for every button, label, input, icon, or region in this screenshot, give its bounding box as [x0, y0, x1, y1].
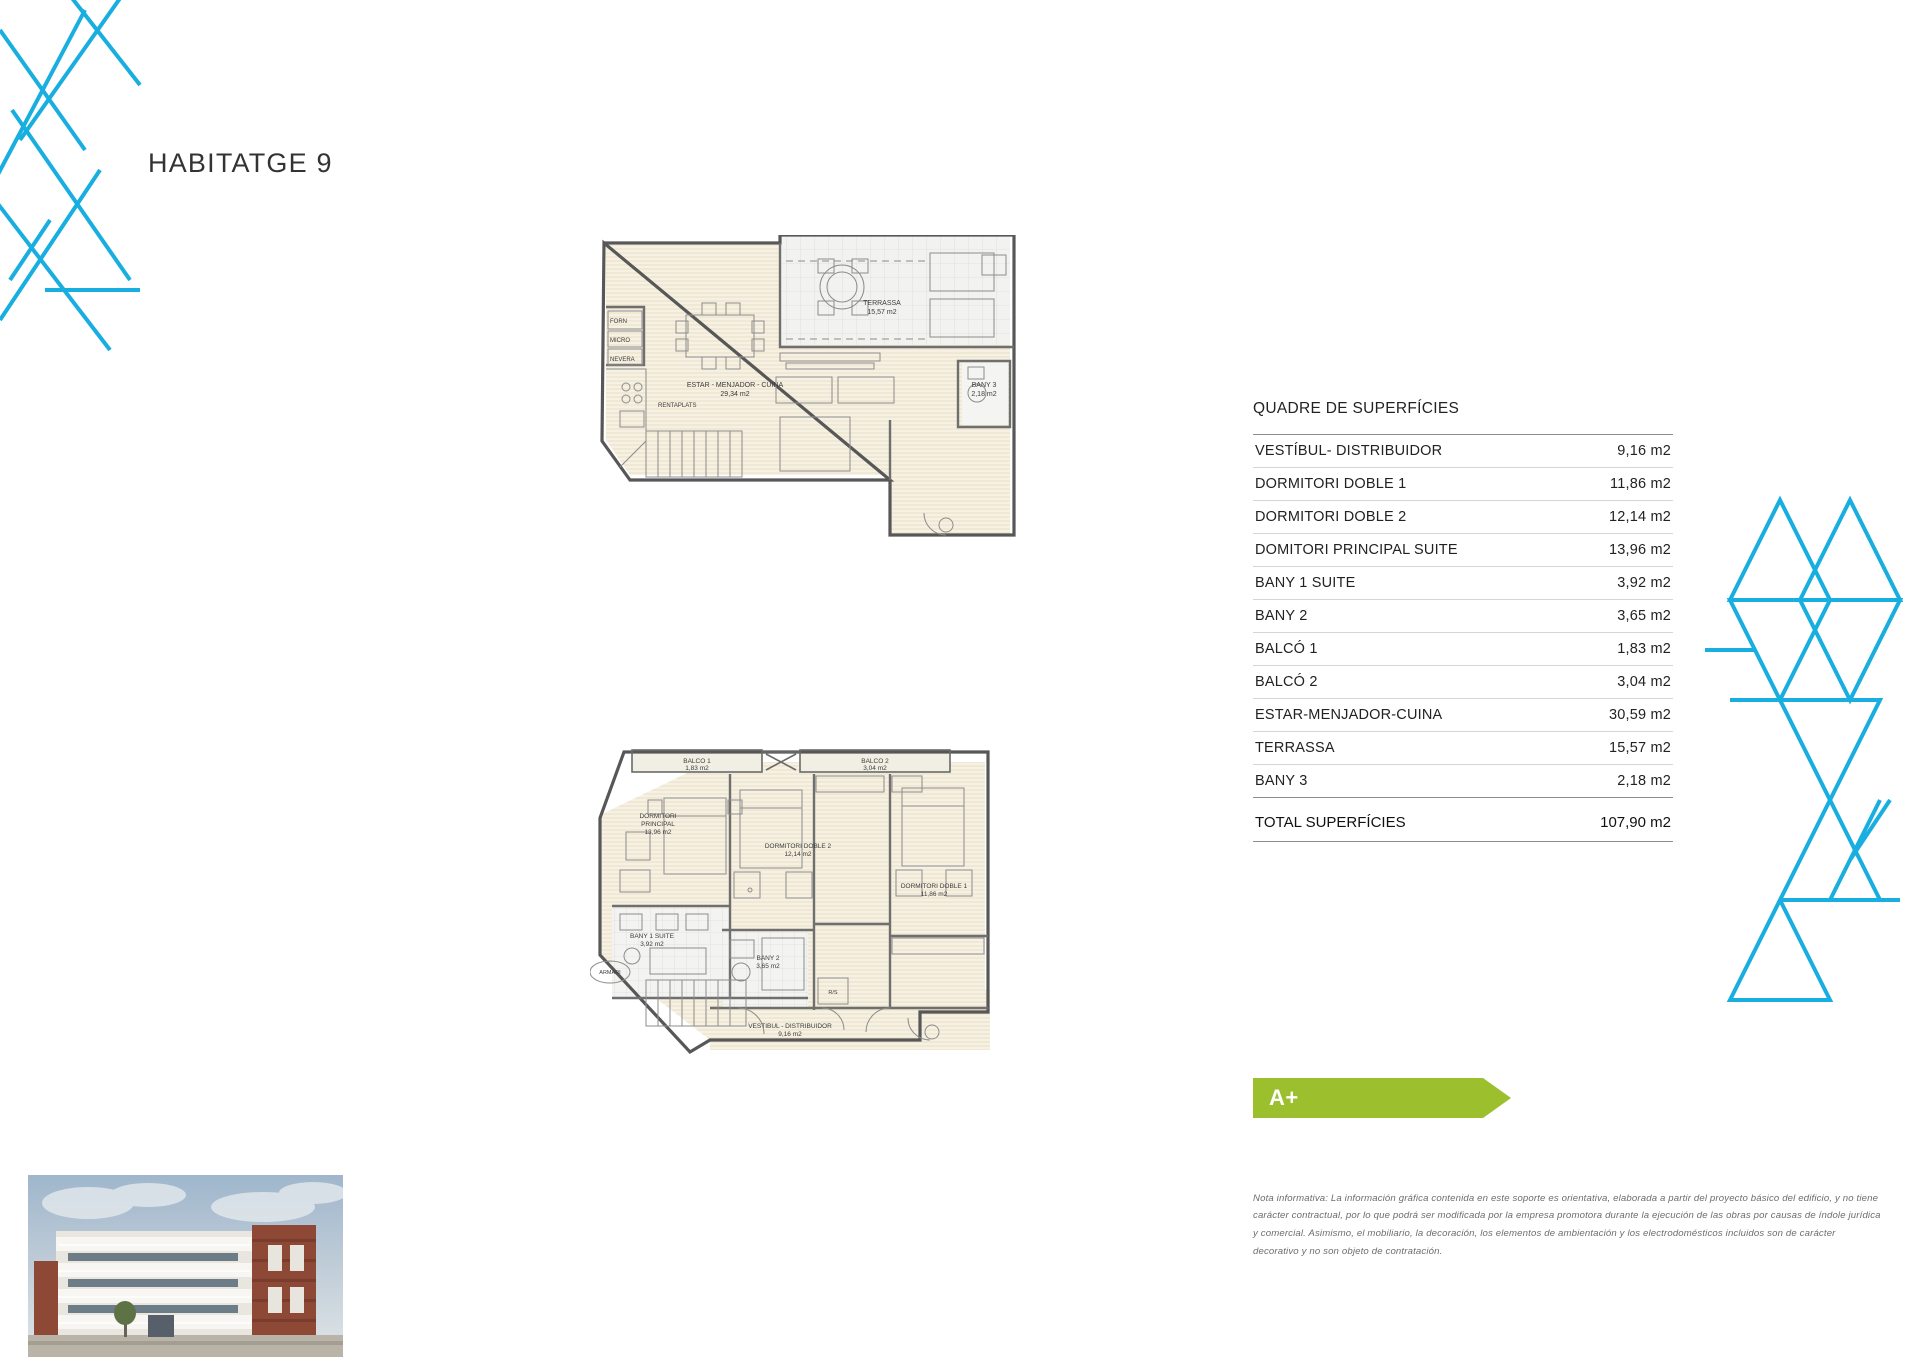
energy-rating-badge	[1253, 1078, 1483, 1118]
table-row	[1253, 600, 1673, 633]
surface-name: TERRASSA	[1253, 732, 1571, 765]
label-bany3-area: 2,18 m2	[971, 391, 997, 398]
total-label: TOTAL SUPERFÍCIES	[1255, 814, 1406, 831]
surface-name: BANY 2	[1253, 600, 1571, 633]
label-estar-area: 29,34 m2	[720, 391, 750, 398]
label-nevera: NEVERA	[610, 357, 635, 363]
table-row	[1253, 567, 1673, 600]
surface-name: DORMITORI DOBLE 1	[1253, 468, 1571, 501]
surface-name: BALCÓ 1	[1253, 633, 1571, 666]
label-bany1: BANY 1 SUITE	[630, 933, 674, 940]
label-balco1: BALCO 1	[683, 758, 711, 765]
label-dorm-principal-2: PRINCIPAL	[641, 821, 675, 828]
surface-name: BANY 1 SUITE	[1253, 567, 1571, 600]
label-armari: ARMARI	[599, 970, 621, 976]
surface-name: DOMITORI PRINCIPAL SUITE	[1253, 534, 1571, 567]
label-estar: ESTAR - MENJADOR - CUINA	[686, 382, 784, 389]
label-vestibul: VESTIBUL - DISTRIBUIDOR	[748, 1023, 832, 1030]
surface-value: 3,92 m2	[1571, 567, 1673, 600]
surface-name: ESTAR-MENJADOR-CUINA	[1253, 699, 1571, 732]
table-row	[1253, 468, 1673, 501]
label-dorm-doble2-area: 12,14 m2	[784, 851, 812, 858]
surface-value: 12,14 m2	[1571, 501, 1673, 534]
label-terrassa: TERRASSA	[863, 300, 901, 307]
surfaces-bottom-rule	[1253, 841, 1673, 842]
surfaces-heading: QUADRE DE SUPERFÍCIES	[1253, 400, 1460, 417]
label-dorm-doble2: DORMITORI DOBLE 2	[764, 843, 832, 850]
surface-value: 2,18 m2	[1571, 765, 1673, 798]
total-value: 107,90 m2	[1600, 814, 1671, 831]
label-bany2-area: 3,65 m2	[756, 963, 780, 970]
surface-name: DORMITORI DOBLE 2	[1253, 501, 1571, 534]
lower-floor-plan	[590, 740, 1210, 1160]
label-bany1-area: 3,92 m2	[640, 941, 664, 948]
label-rs: R/S	[828, 990, 838, 996]
table-row	[1253, 699, 1673, 732]
energy-rating-label: A+	[1269, 1085, 1299, 1110]
surface-value: 11,86 m2	[1571, 468, 1673, 501]
legal-note: Nota informativa: La información gráfica contenida en este soporte es orientativa, elaborada a partir del proyecto básico del edificio, y no tiene carácter contractual, por lo que podrá ser modificada por la empresa promotora durante la ejecución de las obras por causas de índole jurídica y comercial. Asimismo, el mobiliario, la decoración, los elementos de ambientación y los electrodomésticos incluidos son de carácter decorativo y no son objeto de contratación.	[1253, 1192, 1881, 1257]
label-vestibul-area: 9,16 m2	[778, 1031, 802, 1038]
upper-floor-plan	[590, 235, 1210, 655]
label-rentaplats: RENTAPLATS	[658, 403, 697, 409]
surface-name: BANY 3	[1253, 765, 1571, 798]
label-balco2: BALCO 2	[861, 758, 889, 765]
table-row	[1253, 534, 1673, 567]
surface-value: 1,83 m2	[1571, 633, 1673, 666]
label-forn: FORN	[610, 319, 627, 325]
brand-mark-right-icon	[1700, 470, 1910, 1030]
label-terrassa-area: 15,57 m2	[867, 309, 897, 316]
page-title: HABITATGE 9	[148, 148, 333, 179]
label-dorm-principal-area: 13,96 m2	[644, 829, 672, 836]
surfaces-table	[1253, 435, 1673, 798]
surface-value: 3,65 m2	[1571, 600, 1673, 633]
table-row	[1253, 666, 1673, 699]
surfaces-panel	[1253, 400, 1673, 842]
label-balco1-area: 1,83 m2	[685, 765, 709, 772]
label-bany2: BANY 2	[756, 955, 780, 962]
surface-value: 13,96 m2	[1571, 534, 1673, 567]
label-dorm-doble1: DORMITORI DOBLE 1	[900, 883, 968, 890]
total-row	[1253, 798, 1673, 841]
label-micro: MICRO	[610, 338, 630, 344]
energy-bar	[1253, 1078, 1483, 1118]
table-row	[1253, 435, 1673, 468]
surface-value: 15,57 m2	[1571, 732, 1673, 765]
surface-value: 30,59 m2	[1571, 699, 1673, 732]
building-photo	[28, 1175, 343, 1357]
brand-mark-left-icon	[0, 0, 180, 410]
surface-value: 9,16 m2	[1571, 435, 1673, 468]
table-row	[1253, 633, 1673, 666]
surface-name: BALCÓ 2	[1253, 666, 1571, 699]
surface-name: VESTÍBUL- DISTRIBUIDOR	[1253, 435, 1571, 468]
label-balco2-area: 3,04 m2	[863, 765, 887, 772]
table-row	[1253, 765, 1673, 798]
table-row	[1253, 501, 1673, 534]
table-row	[1253, 732, 1673, 765]
label-dorm-doble1-area: 11,86 m2	[920, 891, 948, 898]
label-dorm-principal-1: DORMITORI	[639, 813, 677, 820]
label-bany3: BANY 3	[971, 382, 997, 389]
surface-value: 3,04 m2	[1571, 666, 1673, 699]
energy-arrow-icon	[1483, 1078, 1511, 1118]
